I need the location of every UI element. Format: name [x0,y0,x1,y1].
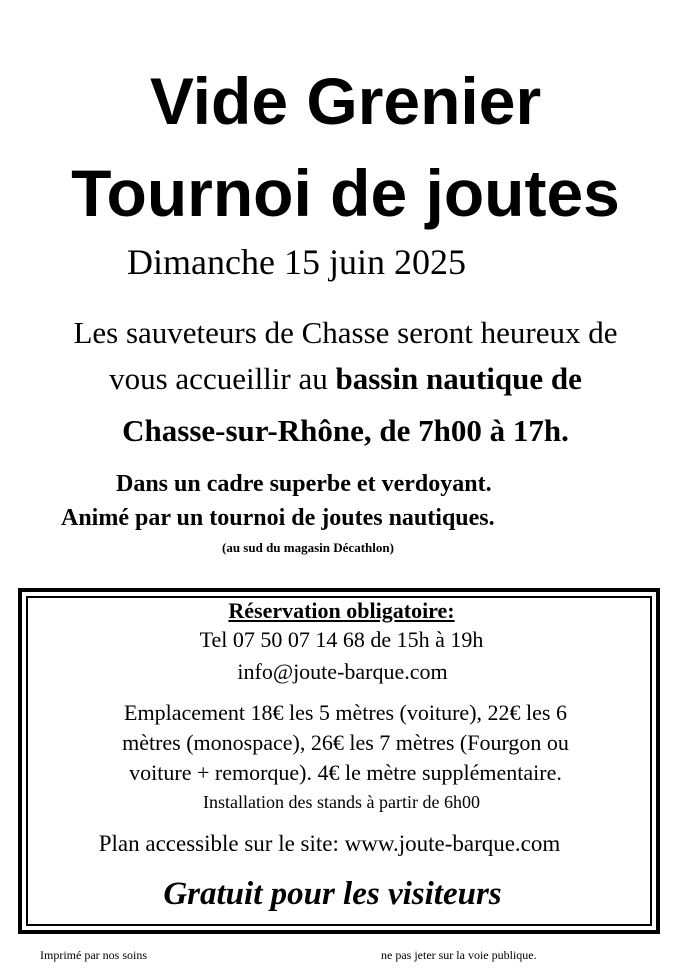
setting-text: Dans un cadre superbe et verdoyant. [116,471,492,497]
animation-text: Animé par un tournoi de joutes nautiques. [61,505,495,531]
intro-line-2 [0,356,691,402]
installation-text: Installation des stands à partir de 6h00 [203,792,480,812]
pricing-line-3: voiture + remorque). 4€ le mètre supplémentaire. [129,760,562,785]
reservation-phone: Tel 07 50 07 14 68 de 15h à 19h [199,627,484,652]
title-tournoi-de-joutes: Tournoi de joutes [71,156,620,230]
plan-text: Plan accessible sur le site: www.joute-barque.com [98,831,561,856]
intro-line-1: Les sauveteurs de Chasse seront heureux de [73,315,618,350]
reservation-heading: Réservation obligatoire: [228,598,455,623]
location-note: (au sud du magasin Décathlon) [222,540,394,555]
pricing-line-2: mètres (monospace), 26€ les 7 mètres (Fourgon ou [122,730,569,755]
footer-printed: Imprimé par nos soins [40,948,147,962]
intro-line-2-plain: vous accueillir au [109,361,336,396]
footer-disposal-note: ne pas jeter sur la voie publique. [381,948,537,962]
intro-line-3: Chasse-sur-Rhône, de 7h00 à 17h. [122,413,569,448]
title-vide-grenier: Vide Grenier [149,64,542,138]
pricing-block [0,698,691,788]
pricing-line-1: Emplacement 18€ les 5 mètres (voiture), 22€ les 6 [124,700,567,725]
free-entry-text: Gratuit pour les visiteurs [163,876,502,912]
event-date: Dimanche 15 juin 2025 [127,242,466,282]
intro-paragraph [0,310,691,454]
intro-line-2-bold: bassin nautique de [335,361,582,396]
reservation-email: info@joute-barque.com [237,659,448,684]
